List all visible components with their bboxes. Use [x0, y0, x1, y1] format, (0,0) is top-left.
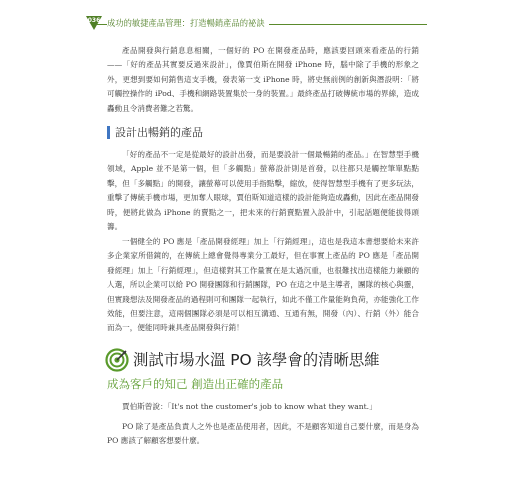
body-paragraph-po: 一個健全的 PO 應是「產品開發經理」加上「行銷經理」，這也是我這本書想要給未來許多企業家所借鏡的，在傳統上總會覺得專業分工最好，但在事實上產品的 PO 應是「產品開發經理」加上「行銷經理」，但這樣對其工作量實在是太過沉重，也很難找出這樣能力兼顧的人選，所以企業可以給 PO 開發團隊和行銷團隊，PO 在這之中是主導者，團隊的核心與靈，但實踐想法及開發產品的過程則可和團隊一起執行，如此不僅工作量能夠負荷，亦能強化工作效能，但要注意，這兩個團隊必須是可以相互溝通、互通有無，開發（內）、行銷（外）能合而為一，便能同時兼具產品開發與行銷！	[107, 237, 419, 333]
intro-paragraph: 產品開發與行銷息息相關，一個好的 PO 在開發產品時，應該要回頭來看產品的行銷——「好的產品其實要反過來設計」，像賈伯斯在開發 iPhone 時，腦中除了手機的形象之外，更想到要如何銷售這支手機，發表第一支 iPhone 時，將史無前例的創新與潛設明：「將可觸控操作的 iPod、手機和網路裝置集於一身的裝置。」最終產品打破傳統市場的界線，造成轟動且令消費者難之若驚。	[107, 46, 419, 113]
running-header	[0, 16, 520, 36]
quote-paragraph: 賈伯斯曾說：「It's not the customer's job to know what they want.」	[122, 402, 377, 411]
sub-heading: 成為客戶的知己 創造出正確的產品	[107, 377, 284, 391]
target-icon	[105, 348, 129, 372]
chapter-heading: 測試市場水溫 PO 該學會的清晰思維	[133, 351, 380, 369]
closing-paragraph: PO 除了是產品負責人之外也是產品使用者，因此，不是顧客知道自己要什麼，而是身為 PO 應該了解顧客想要什麼。	[107, 422, 419, 446]
page-number: 036	[87, 17, 101, 24]
section-heading: 設計出暢銷的產品	[107, 126, 203, 139]
header-title: 成功的敏捷產品管理：打造暢銷產品的祕訣	[107, 17, 269, 29]
body-paragraph-design: 「好的產品不一定是從最好的設計出發，而是要設計一個最暢銷的產品。」在智慧型手機領域，Apple 並不是第一個，但「多觸點」螢幕設計則是首發，以往都只是觸控筆單點點擊，但「多觸點」的開發，讓螢幕可以使用手指點擊，縮放，使得智慧型手機有了更多玩法，重擊了傳統手機市場，更加奪人眼球，賈伯斯知道這樣的設計能夠造成轟動，因此在產品開發時，便將此做為 iPhone 的賣點之一，把未來的行銷賣點置入設計中，引起話題便能拔得頭籌。	[107, 150, 419, 232]
